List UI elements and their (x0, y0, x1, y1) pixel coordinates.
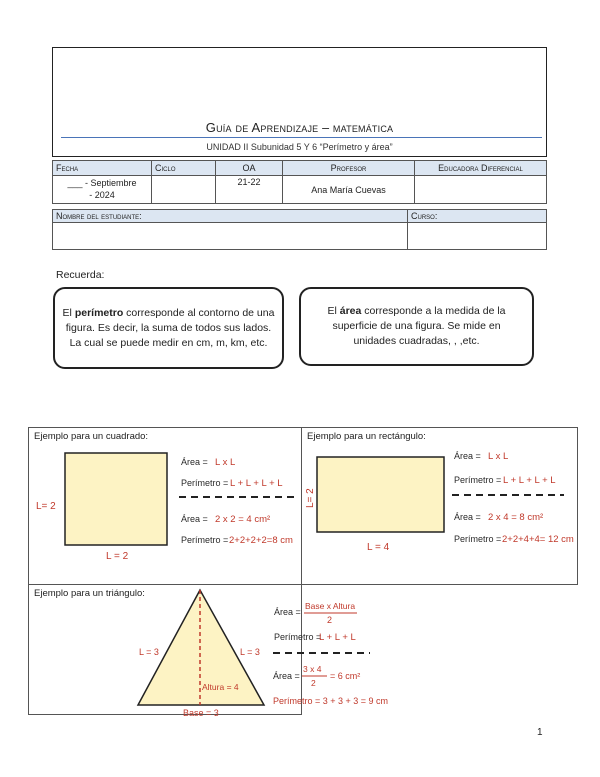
square-figure (29, 428, 303, 586)
triangle-area-label: Área = (274, 607, 301, 617)
square-perimeter-label-2: Perímetro = (181, 535, 229, 545)
educadora-value[interactable] (415, 176, 547, 204)
triangle-calc-num: 3 x 4 (303, 664, 322, 674)
header-educadora: Educadora Diferencial (415, 161, 547, 176)
rectangle-perimeter-label: Perímetro = (454, 475, 502, 485)
rectangle-area-label: Área = (454, 451, 481, 461)
square-area-label: Área = (181, 457, 208, 467)
header-ciclo: Ciclo (152, 161, 216, 176)
rectangle-area-label-2: Área = (454, 512, 481, 522)
rectangle-shape (317, 457, 444, 532)
fecha-value[interactable]: ___ - Septiembre - 2024 (53, 176, 152, 204)
title-divider (61, 137, 542, 138)
triangle-area-label-2: Área = (273, 671, 300, 681)
rectangle-perimeter-label-2: Perímetro = (454, 534, 502, 544)
rectangle-area-calc: 2 x 4 = 8 cm² (488, 512, 544, 523)
document-subtitle: UNIDAD II Subunidad 5 Y 6 “Perímetro y área” (206, 142, 393, 152)
triangle-area-num: Base x Altura (305, 601, 356, 611)
recuerda-label: Recuerda: (56, 269, 105, 281)
header-oa: OA (216, 161, 283, 176)
curso-field[interactable] (408, 223, 547, 250)
nombre-field[interactable] (53, 223, 408, 250)
example-square (28, 427, 302, 585)
oa-value[interactable]: 21-22 (216, 176, 283, 204)
triangle-perimeter-label: Perímetro = (274, 632, 322, 642)
square-side-left: L= 2 (36, 501, 56, 512)
info-table (52, 160, 547, 204)
ciclo-value[interactable] (152, 176, 216, 204)
header-fecha: Fecha (53, 161, 152, 176)
square-shape (65, 453, 167, 545)
header-profesor: Profesor (283, 161, 415, 176)
square-perimeter-label: Perímetro = (181, 478, 229, 488)
rectangle-perimeter-formula: L + L + L + L (503, 475, 556, 486)
example-triangle-label: Ejemplo para un triángulo: (34, 588, 145, 599)
document-title: Guía de Aprendizaje – matemática (205, 120, 394, 135)
page-number: 1 (537, 727, 543, 738)
square-area-calc: 2 x 2 = 4 cm² (215, 514, 271, 525)
triangle-perimeter-calc: Perímetro = 3 + 3 + 3 = 9 cm (273, 696, 389, 706)
triangle-side-right: L = 3 (240, 647, 260, 657)
example-rectangle (301, 427, 578, 585)
triangle-side-left: L = 3 (139, 647, 159, 657)
rectangle-perimeter-calc: 2+2+4+4= 12 cm (502, 534, 574, 545)
square-perimeter-formula: L + L + L + L (230, 478, 283, 489)
rectangle-area-formula: L x L (488, 451, 509, 462)
example-square-label: Ejemplo para un cuadrado: (34, 431, 149, 442)
rectangle-side-left: L= 2 (305, 488, 316, 508)
curso-label: Curso: (408, 210, 547, 223)
example-rectangle-label: Ejemplo para un rectángulo: (307, 431, 426, 442)
rectangle-figure (302, 428, 579, 586)
triangle-calc-den: 2 (311, 678, 316, 688)
triangle-height-label: Altura = 4 (202, 682, 239, 692)
triangle-base-label: Base = 3 (183, 708, 219, 716)
triangle-area-den: 2 (327, 615, 333, 625)
triangle-calc-result: = 6 cm² (330, 671, 361, 681)
square-area-formula: L x L (215, 457, 236, 468)
square-perimeter-calc: 2+2+2+2=8 cm (229, 535, 293, 546)
nombre-label: Nombre del estudiante: (53, 210, 408, 223)
square-area-label-2: Área = (181, 514, 208, 524)
triangle-perimeter-formula: L + L + L (319, 632, 356, 643)
rectangle-side-bottom: L = 4 (367, 542, 390, 553)
triangle-calc-area (270, 645, 390, 715)
area-bubble: El área corresponde a la medida de la superficie de una figura. Se mide en unidades cuadradas, , ,etc. (299, 287, 534, 366)
profesor-value[interactable]: Ana María Cuevas (283, 176, 415, 204)
perimetro-bubble: El perímetro corresponde al contorno de una figura. Es decir, la suma de todos sus lados. La cual se puede medir en cm, m, km, etc. (53, 287, 284, 369)
document-header (52, 47, 547, 157)
student-table (52, 209, 547, 250)
square-side-bottom: L = 2 (106, 551, 129, 562)
